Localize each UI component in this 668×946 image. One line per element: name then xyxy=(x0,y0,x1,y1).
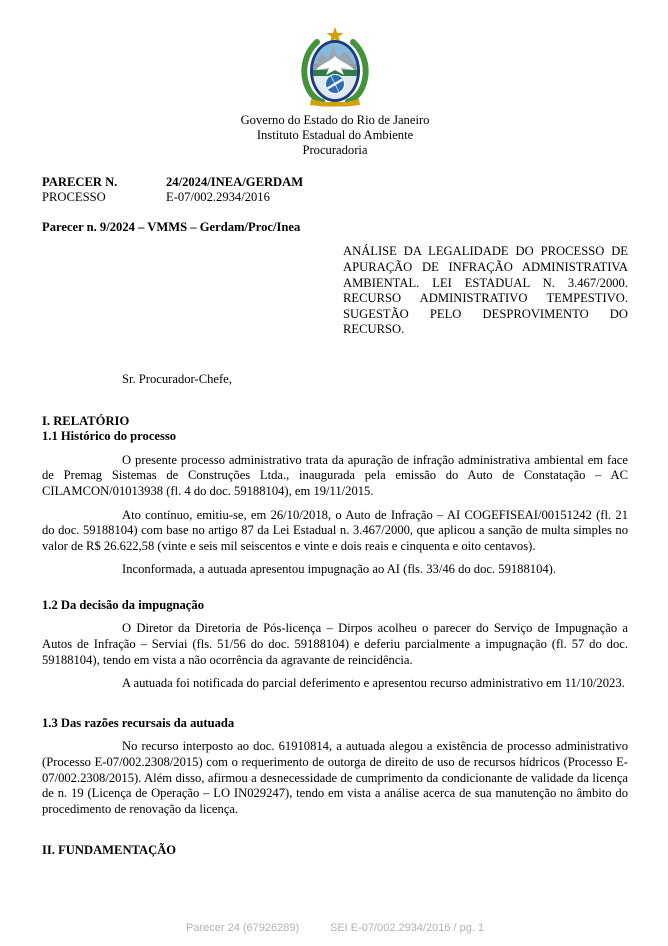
paragraph-decisao-1: O Diretor da Diretoria de Pós-licença – Dirpos acolheu o parecer do Serviço de Impugnação a Autos de Infração – Serviai (fls. 51/56 do doc. 59188104) e deferiu parcialmente a impugnação (fl. 57 do doc. 59188104), tendo em vista a não ocorrência da agravante de reincidência. xyxy=(42,621,628,667)
paragraph-historico-2: Ato contínuo, emitiu-se, em 26/10/2018, o Auto de Infração – AI COGEFISEAI/00151242 (fl. 21 do doc. 59188104) com base no artigo 87 da Lei Estadual n. 3.467/2000, que aplicou a sanção de multa simples no valor de R$ 26.622,58 (vinte e seis mil seiscentos e vinte e dois reais e cinquenta e oito centavos). xyxy=(42,507,628,553)
processo-number-row xyxy=(42,190,628,206)
subsection-heading-decisao-impugnacao: 1.2 Da decisão da impugnação xyxy=(42,597,204,612)
document-content xyxy=(42,0,628,859)
subsection-heading-razoes-recursais: 1.3 Das razões recursais da autuada xyxy=(42,715,235,730)
reference-block xyxy=(42,175,628,206)
subsection-heading-historico: 1.1 Histórico do processo xyxy=(42,429,177,444)
ementa-summary: ANÁLISE DA LEGALIDADE DO PROCESSO DE APURAÇÃO DE INFRAÇÃO ADMINISTRATIVA AMBIENTAL. LEI ESTADUAL N. 3.467/2000. RECURSO ADMINISTRATIVO TEMPESTIVO. SUGESTÃO PELO DESPROVIMENTO DO RECURSO. xyxy=(343,244,628,337)
parecer-number-label: PARECER N. xyxy=(42,174,118,189)
footer-sei-page-reference: SEI E-07/002.2934/2016 / pg. 1 xyxy=(330,922,485,934)
paragraph-historico-1: O presente processo administrativo trata da apuração de infração administrativa ambiental em face de Premag Sistemas de Construções Ltda., inaugurada pela emissão do Auto de Constatação – AC CILAMCON/01013938 (fl. 4 do doc. 59188104), em 19/11/2015. xyxy=(42,452,628,498)
paragraph-historico-3: Inconformada, a autuada apresentou impugnação ao AI (fls. 33/46 do doc. 59188104). xyxy=(122,562,557,577)
processo-value: E-07/002.2934/2016 xyxy=(166,190,270,205)
org-name-institute: Instituto Estadual do Ambiente xyxy=(256,127,414,142)
paragraph-decisao-2: A autuada foi notificada do parcial deferimento e apresentou recurso administrativo em 11/10/2023. xyxy=(122,676,625,691)
parecer-number-row xyxy=(42,175,628,191)
paragraph-razoes-1: No recurso interposto ao doc. 61910814, a autuada alegou a existência de processo administrativo (Processo E-07/002.2308/2015) com o requerimento de outorga de direito de uso de recursos hídricos (Processo E-07/002.2308/2015). Além disso, afirmou a desnecessidade de cumprimento da condicionante de validade da licença de n. 19 (Licença de Operação – LO IN029247), tendo em vista a análise acerca de sua manutenção no âmbito do procedimento de renovação da licença. xyxy=(42,739,628,816)
rio-de-janeiro-coat-of-arms-icon xyxy=(292,26,378,108)
footer-document-reference: Parecer 24 (67926289) xyxy=(186,922,300,934)
processo-label: PROCESSO xyxy=(42,190,106,205)
letterhead xyxy=(42,0,628,158)
org-name-government: Governo do Estado do Rio de Janeiro xyxy=(240,112,430,127)
section-heading-fundamentacao: II. FUNDAMENTAÇÃO xyxy=(42,843,177,858)
salutation-line: Sr. Procurador-Chefe, xyxy=(122,371,232,386)
parecer-number-value: 24/2024/INEA/GERDAM xyxy=(166,174,304,189)
section-heading-relatorio: I. RELATÓRIO xyxy=(42,413,130,428)
org-name-department: Procuradoria xyxy=(302,142,368,157)
parecer-subject-line: Parecer n. 9/2024 – VMMS – Gerdam/Proc/Inea xyxy=(42,219,301,234)
